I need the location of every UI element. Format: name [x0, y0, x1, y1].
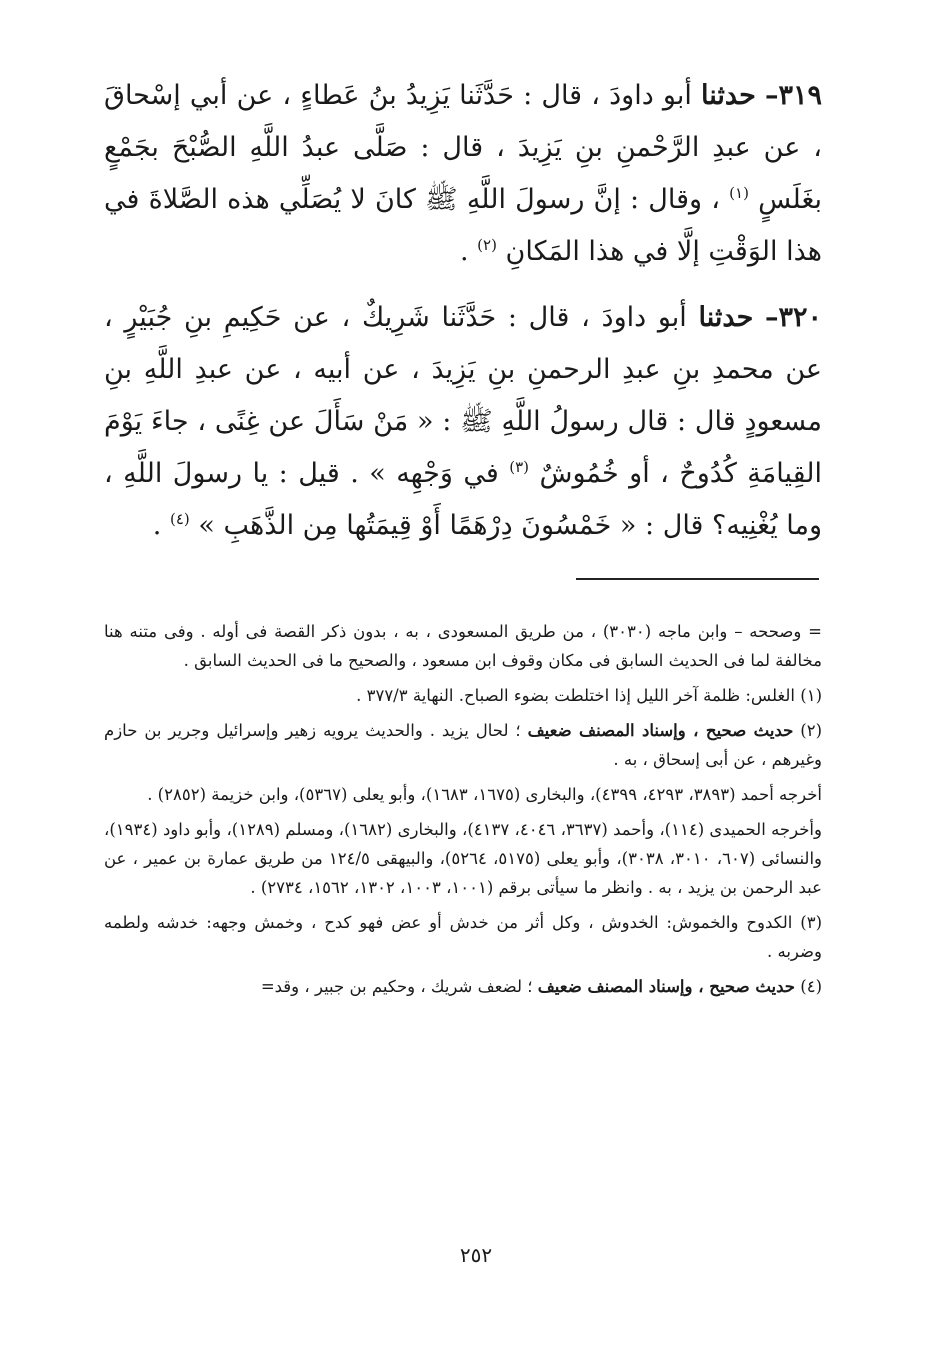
hadith-319 — [104, 70, 822, 278]
footnote-3: (٣) الكدوح والخموش: الخدوش ، وكل أثر من خدش أو عض فهو كدح ، وخمش وجهه: خدشه ولطمه وضربه . — [104, 913, 822, 961]
footnotes — [104, 617, 822, 1007]
hadith-number: ٣٢٠– — [764, 302, 822, 333]
hadith-body: . — [459, 236, 469, 267]
footnote-label: (٤) — [800, 977, 822, 996]
footnote-2-sources-b: وأخرجه الحميدى (١١٤)، وأحمد (٣٦٣٧، ٤٠٤٦، ٤١٣٧)، والبخارى (١٦٨٢)، ومسلم (١٢٨٩)، وأبو داود (١٩٣٤)، والنسائى (٦٠٧، ٣٠١٠، ٣٠٣٨)، وأبو يعلى (٥١٧٥، ٥٢٦٤)، والبيهقى ١٢٤/٥ من طريق عمارة بن عمير ، عن عبد الرحمن بن يزيد ، به . وانظر ما سيأتى برقم (١٠٠١، ١٠٠٣، ١٣٠٢، ١٥٦٢، ٢٧٣٤) . — [104, 820, 823, 897]
hadith-body: . — [152, 510, 162, 541]
footnote-text: ؛ لضعف شريك ، وحكيم بن جبير ، وقد= — [260, 977, 533, 996]
hadith-lead: حدثنا — [701, 80, 756, 111]
hadith-body: في وَجْهِه » . قيل : يا رسولَ اللَّهِ ، وما يُغْنِيه؟ قال : « خَمْسُونَ دِرْهَمًا أَوْ قِيمَتُها مِن الذَّهَبِ » — [104, 458, 822, 541]
hadith-body: أبو داودَ ، قال : حَدَّثَنا شَرِيكٌ ، عن حَكِيمِ بنِ جُبَيْرٍ ، عن محمدِ بنِ عبدِ الرحمنِ بنِ يَزِيدَ ، عن أبيه ، عن عبدِ اللَّهِ بنِ مسعودٍ قال : قال رسولُ اللَّهِ ﷺ : « مَنْ سَأَلَ عن غِنًى ، جاءَ يَوْمَ القِيامَةِ كُدُوحٌ ، أو خُمُوشٌ — [104, 302, 822, 489]
footnote-ref: (٣) — [509, 458, 530, 476]
footnote-separator — [576, 578, 819, 580]
footnote-1: (١) الغلس: ظلمة آخر الليل إذا اختلطت بضوء الصباح. النهاية ٣٧٧/٣ . — [356, 686, 822, 705]
footnote-text: ؛ لحال يزيد . والحديث يرويه زهير وإسرائيل وجرير بن حازم وغيرهم ، عن أبى إسحاق ، به . — [104, 721, 822, 769]
footnote-2 — [104, 716, 822, 774]
hadith-body: أبو داودَ ، قال : حَدَّثَنا يَزِيدُ بنُ عَطاءٍ ، عن أبي إسْحاقَ ، عن عبدِ الرَّحْمنِ بنِ يَزِيدَ ، قال : صَلَّى عبدُ اللَّهِ الصُّبْحَ بجَمْعٍ بغَلَسٍ — [104, 80, 822, 215]
footnote-continuation: = وصححه – وابن ماجه (٣٠٣٠) ، من طريق المسعودى ، به ، بدون ذكر القصة فى أوله . وفى متنه هنا مخالفة لما فى الحديث السابق فى مكان وقوف ابن مسعود ، والصحيح ما فى الحديث السابق . — [104, 622, 823, 670]
footnote-ref: (١) — [729, 184, 749, 202]
footnote-ref: (٢) — [477, 236, 497, 254]
footnote-verdict: حديث صحيح ، وإسناد المصنف ضعيف — [527, 721, 794, 740]
footnote-4 — [104, 972, 822, 1001]
hadith-text-block — [104, 70, 822, 566]
hadith-lead: حدثنا — [698, 302, 754, 333]
hadith-body: ، وقال : إنَّ رسولَ اللَّهِ ﷺ كانَ لا يُصَلِّي هذه الصَّلاةَ في هذا الوَقْتِ إلَّا في هذا المَكانِ — [104, 184, 822, 267]
hadith-320 — [104, 292, 822, 552]
footnote-verdict: حديث صحيح ، وإسناد المصنف ضعيف — [537, 977, 795, 996]
footnote-2-sources-a: أخرجه أحمد (٣٨٩٣، ٤٢٩٣، ٤٣٩٩)، والبخارى (١٦٧٥، ١٦٨٣)، وأبو يعلى (٥٣٦٧)، وابن خزيمة (٢٨٥٢) . — [147, 785, 822, 804]
page-number: ٢٥٢ — [459, 1243, 493, 1267]
hadith-number: ٣١٩– — [764, 80, 822, 111]
footnote-ref: (٤) — [169, 510, 190, 528]
footnote-label: (٢) — [800, 721, 822, 740]
